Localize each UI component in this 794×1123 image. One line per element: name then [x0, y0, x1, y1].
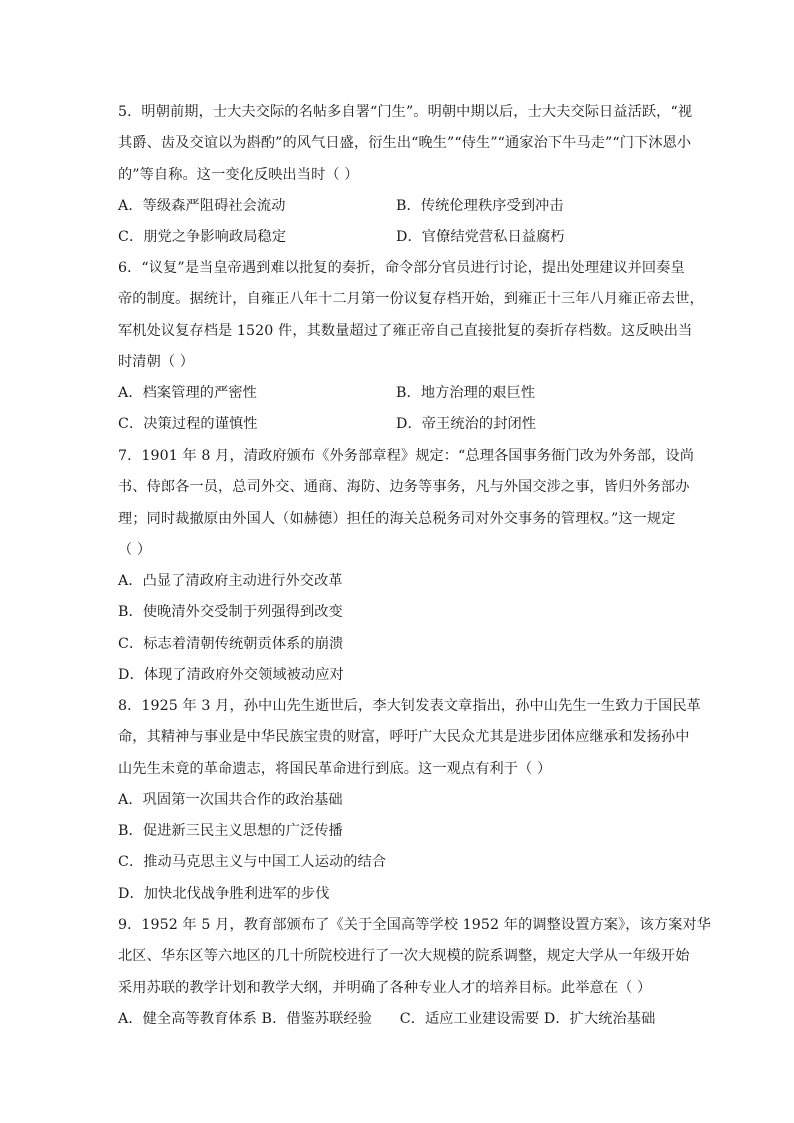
- question-text-line: 时清朝（ ）: [118, 353, 195, 370]
- question-5: [118, 97, 693, 253]
- option-c[interactable]: C．朋党之争影响政局稳定: [118, 229, 287, 246]
- question-text-line: 书、侍郎各一员，总司外交、通商、海防、边务等事务，凡与外国交涉之事，皆归外务部办: [118, 479, 690, 496]
- options-inline[interactable]: A．健全高等教育体系 B．借鉴苏联经验 C．适应工业建设需要 D．扩大统治基础: [118, 1010, 656, 1027]
- question-text-line: 7．1901 年 8 月，清政府颁布《外务部章程》规定：“总理各国事务衙门改为外务部，设尚: [118, 448, 695, 464]
- option-row: [118, 409, 678, 440]
- question-text-line: 采用苏联的教学计划和教学大纲，并明确了各种专业人才的培养目标。此举意在（ ）: [118, 979, 652, 996]
- question-text-line: 9．1952 年 5 月，教育部颁布了《关于全国高等学校 1952 年的调整设置方案》，该方案对华: [118, 917, 711, 933]
- option-d[interactable]: D．加快北伐战争胜利进军的步伐: [118, 885, 330, 902]
- option-b[interactable]: B．促进新三民主义思想的广泛传播: [118, 823, 343, 840]
- option-a[interactable]: A．巩固第一次国共合作的政治基础: [118, 791, 343, 808]
- question-7: [118, 441, 695, 691]
- question-text-line: 山先生未竟的革命遗志，将国民革命进行到底。这一观点有利于（ ）: [118, 760, 552, 777]
- option-c[interactable]: C．决策过程的谨慎性: [118, 416, 258, 433]
- question-text-line: 的”等自称。这一变化反映出当时（ ）: [118, 166, 359, 183]
- option-b[interactable]: B．地方治理的艰巨性: [396, 385, 536, 402]
- option-a[interactable]: A．档案管理的严密性: [118, 385, 257, 402]
- option-c[interactable]: C．推动马克思主义与中国工人运动的结合: [118, 854, 387, 871]
- question-text-line: 5．明朝前期，士大夫交际的名帖多自署“门生”。明朝中期以后，士大夫交际日益活跃，“视: [118, 104, 693, 120]
- option-row: [118, 222, 678, 253]
- question-text-line: 其爵、齿及交谊以为斟酌”的风气日盛，衍生出“晚生”“侍生”“通家治下牛马走”“门下沐恩小: [118, 135, 692, 152]
- question-6: [118, 253, 704, 441]
- option-a[interactable]: A．等级森严阻碍社会流动: [118, 197, 286, 214]
- question-9: [118, 910, 711, 1035]
- question-text-line: 6．“议复”是当皇帝遇到难以批复的奏折，命令部分官员进行讨论，提出处理建议并回奏皇: [118, 260, 685, 276]
- question-text-line: 命，其精神与事业是中华民族宝贵的财富，呼吁广大民众尤其是进步团体应继承和发扬孙中: [118, 729, 690, 746]
- option-d[interactable]: D．帝王统治的封闭性: [396, 416, 537, 433]
- option-a[interactable]: A．凸显了清政府主动进行外交改革: [118, 573, 343, 590]
- option-d[interactable]: D．官僚结党营私日益腐朽: [396, 229, 565, 246]
- question-text-line: 帝的制度。据统计，自雍正八年十二月第一份议复存档开始，到雍正十三年八月雍正帝去世，: [118, 291, 704, 308]
- question-8: [118, 691, 701, 910]
- option-b[interactable]: B．使晚清外交受制于列强得到改变: [118, 604, 343, 621]
- option-row: [118, 378, 678, 409]
- option-c[interactable]: C．标志着清朝传统朝贡体系的崩溃: [118, 635, 344, 652]
- option-row: [118, 191, 678, 222]
- question-text-line: 北区、华东区等六地区的几十所院校进行了一次大规模的院系调整，规定大学从一年级开始: [118, 948, 690, 965]
- option-b[interactable]: B．传统伦理秩序受到冲击: [396, 197, 564, 214]
- question-text-line: 军机处议复存档是 1520 件，其数量超过了雍正帝自己直接批复的奏折存档数。这反映出当: [118, 322, 693, 339]
- question-text-line: 理；同时裁撤原由外国人（如赫德）担任的海关总税务司对外交事务的管理权。”这一规定: [118, 510, 676, 527]
- question-text-line: 8．1925 年 3 月，孙中山先生逝世后，李大钊发表文章指出，孙中山先生一生致力于国民革: [118, 698, 701, 714]
- question-text-line: （ ）: [118, 541, 152, 558]
- option-d[interactable]: D．体现了清政府外交领域被动应对: [118, 667, 344, 684]
